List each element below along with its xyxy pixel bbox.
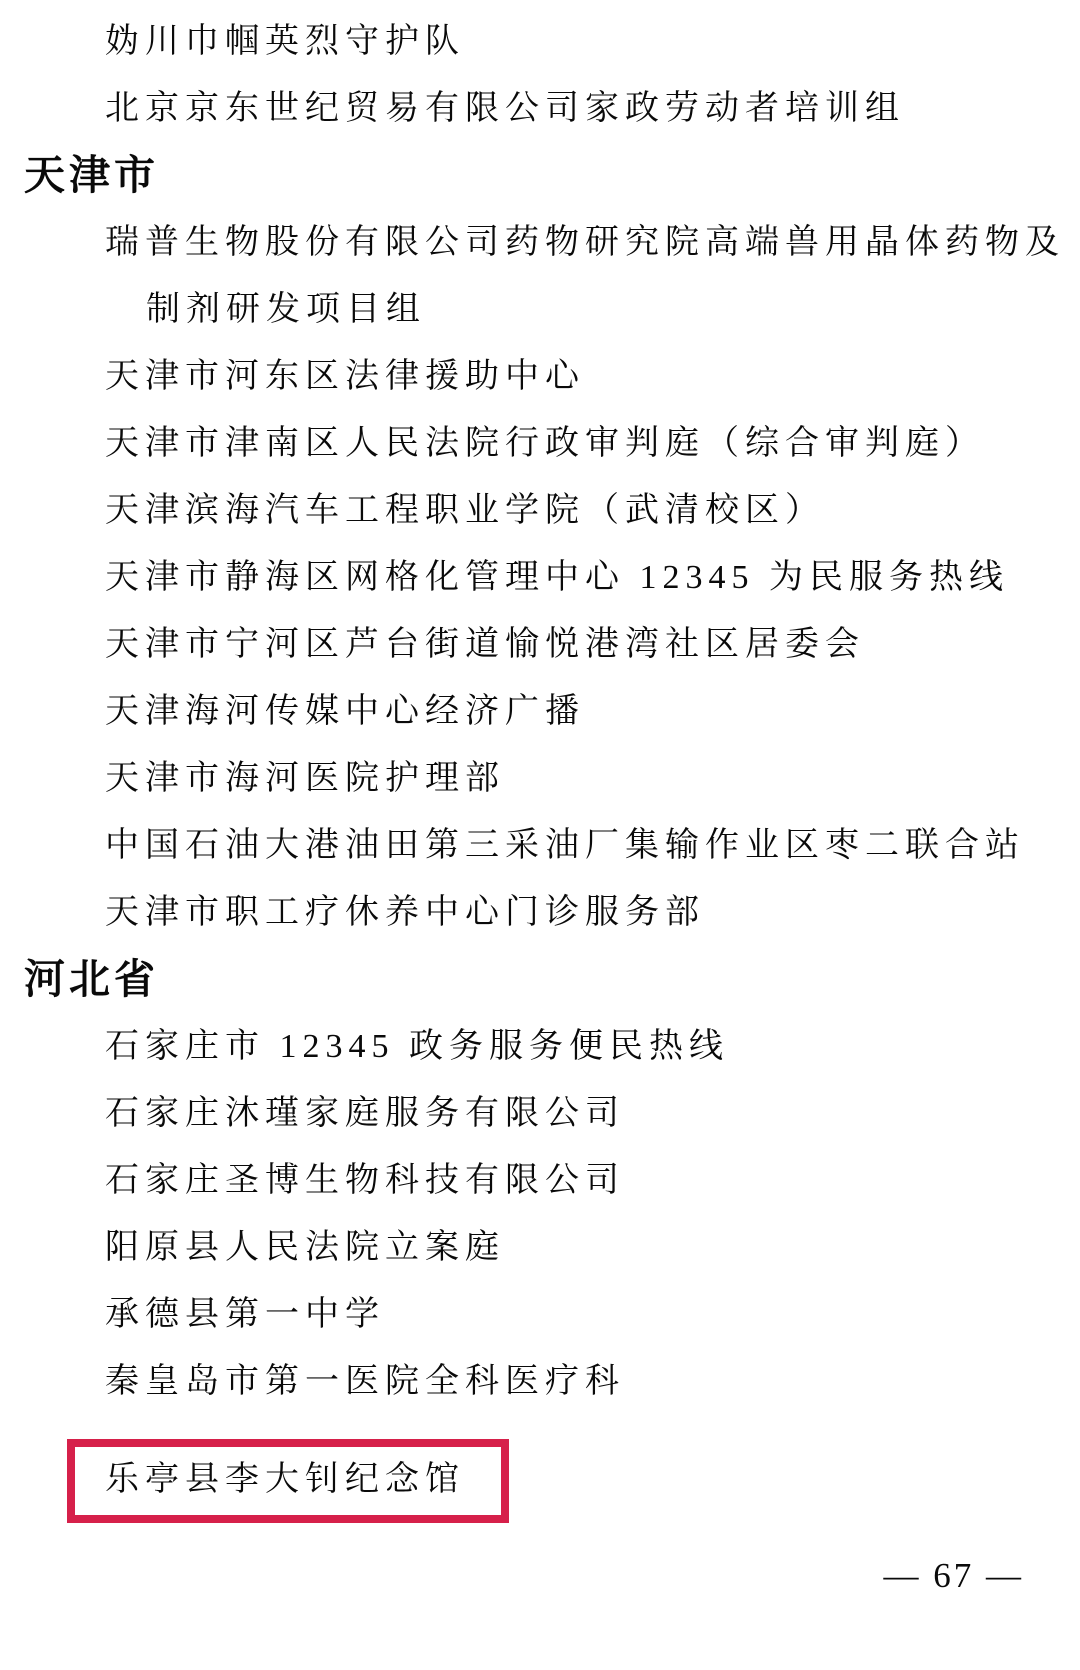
list-item: 承德县第一中学	[105, 1296, 385, 1333]
list-item: 天津市津南区人民法院行政审判庭（综合审判庭）	[105, 425, 985, 462]
list-item: 天津市职工疗休养中心门诊服务部	[105, 894, 705, 931]
list-item: 石家庄市 12345 政务服务便民热线	[105, 1028, 729, 1065]
list-item: 天津滨海汽车工程职业学院（武清校区）	[105, 492, 825, 529]
section-header: 天津市	[24, 152, 159, 198]
list-item-text: 乐亭县李大钊纪念馆	[105, 1461, 465, 1498]
list-item: 石家庄圣博生物科技有限公司	[105, 1162, 625, 1199]
list-item: 石家庄沐瑾家庭服务有限公司	[105, 1095, 625, 1132]
list-item: 天津市河东区法律援助中心	[105, 358, 585, 395]
list-item: 天津市宁河区芦台街道愉悦港湾社区居委会	[105, 626, 865, 663]
list-item: 北京京东世纪贸易有限公司家政劳动者培训组	[105, 90, 905, 127]
highlight-box	[67, 1439, 509, 1523]
page-number: — 67 —	[883, 1556, 1024, 1595]
list-item: 瑞普生物股份有限公司药物研究院高端兽用晶体药物及制剂研发项目组	[105, 224, 1065, 328]
award-list	[0, 8, 1080, 1523]
list-item: 中国石油大港油田第三采油厂集输作业区枣二联合站	[105, 827, 1025, 864]
section-header: 河北省	[24, 956, 159, 1002]
list-item: 秦皇岛市第一医院全科医疗科	[105, 1363, 625, 1400]
list-item: 妫川巾帼英烈守护队	[105, 23, 465, 60]
list-item: 天津海河传媒中心经济广播	[105, 693, 585, 730]
list-item: 阳原县人民法院立案庭	[105, 1229, 505, 1266]
list-item-highlighted	[0, 1439, 1080, 1523]
list-item: 天津市海河医院护理部	[105, 760, 505, 797]
list-item: 天津市静海区网格化管理中心 12345 为民服务热线	[105, 559, 1009, 596]
